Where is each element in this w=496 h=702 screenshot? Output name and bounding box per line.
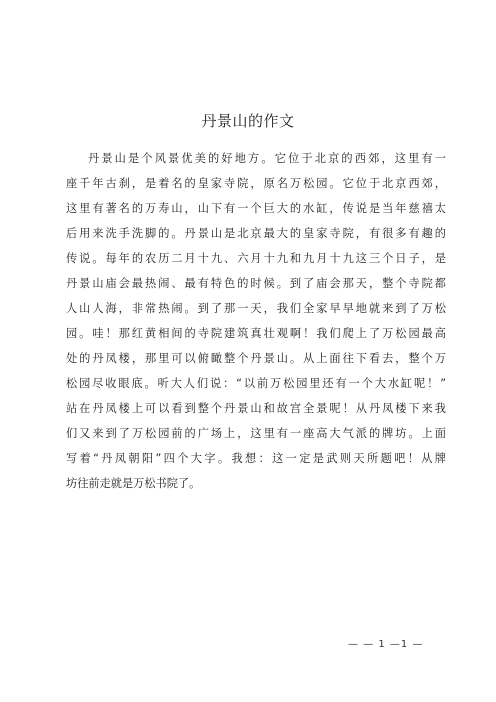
body-line: 这里有著名的万寿山，山下有一个巨大的水缸，传说是当年慈禧太 bbox=[66, 202, 446, 215]
body-line: 站在丹凤楼上可以看到整个丹景山和故宫全景呢！从丹凤楼下来我 bbox=[66, 402, 446, 415]
body-line: 松园尽收眼底。听大人们说：“以前万松园里还有一个大水缸呢！” bbox=[66, 377, 446, 390]
body-line: 人山人海，非常热闹。到了那一天，我们全家早早地就来到了万松 bbox=[66, 302, 446, 315]
page-number: — — 1 —1 — bbox=[348, 639, 424, 650]
document-title: 丹景山的作文 bbox=[201, 112, 295, 130]
body-line: 后用来洗手洗脚的。丹景山是北京最大的皇家寺院，有很多有趣的 bbox=[66, 227, 446, 240]
body-line: 传说。每年的农历二月十九、六月十九和九月十九这三个日子，是 bbox=[66, 252, 446, 265]
body-line: 座千年古刹，是着名的皇家寺院，原名万松园。它位于北京西郊， bbox=[66, 177, 446, 190]
body-line: 写着“丹凤朝阳”四个大字。我想：这一定是武则天所题吧！从牌 bbox=[66, 452, 446, 465]
body-line: 坊往前走就是万松书院了。 bbox=[66, 477, 201, 490]
body-line: 园。哇！那红黄相间的寺院建筑真壮观啊！我们爬上了万松园最高 bbox=[66, 327, 446, 340]
body-line: 们又来到了万松园前的广场上，这里有一座高大气派的牌坊。上面 bbox=[66, 427, 446, 440]
body-line: 丹景山是个风景优美的好地方。它位于北京的西郊，这里有一 bbox=[88, 152, 446, 165]
body-line: 丹景山庙会最热闹、最有特色的时候。到了庙会那天，整个寺院都 bbox=[66, 277, 446, 290]
body-line: 处的丹凤楼，那里可以俯瞰整个丹景山。从上面往下看去，整个万 bbox=[66, 352, 446, 365]
